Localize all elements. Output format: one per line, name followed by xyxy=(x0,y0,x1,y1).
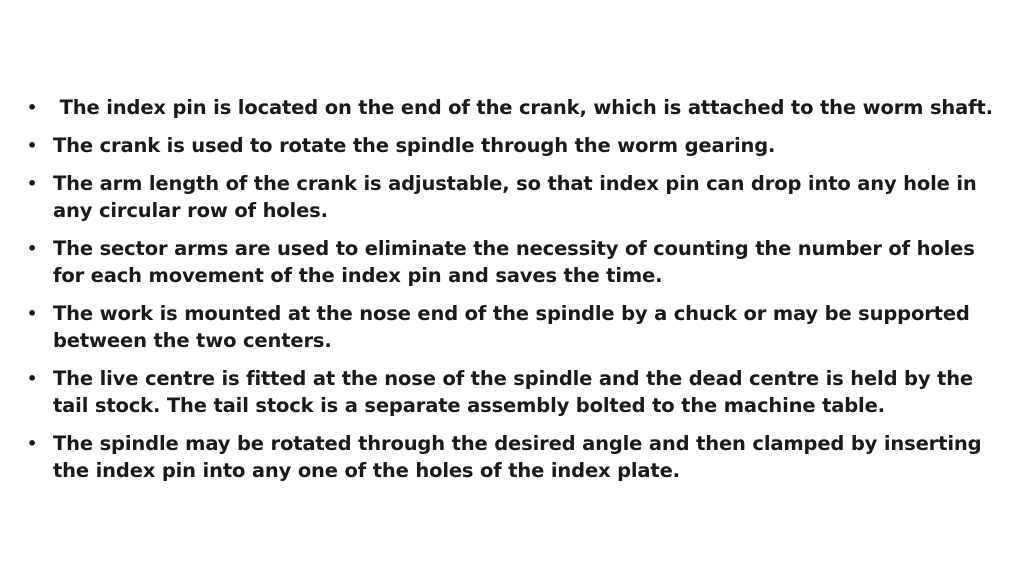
bullet-icon: • xyxy=(27,369,38,388)
bullet-icon: • xyxy=(27,434,38,453)
list-item xyxy=(26,170,1001,224)
list-item xyxy=(26,300,1001,354)
list-item xyxy=(26,235,1001,289)
bullet-text: The crank is used to rotate the spindle through the worm gearing. xyxy=(53,134,776,157)
bullet-text: The arm length of the crank is adjustable, so that index pin can drop into any hole in any circular row of holes. xyxy=(53,172,977,222)
bullet-icon: • xyxy=(27,304,38,323)
list-item xyxy=(26,365,1001,419)
bullet-list xyxy=(26,94,1001,495)
bullet-text: The spindle may be rotated through the desired angle and then clamped by inserting the index pin into any one of the holes of the index plate. xyxy=(53,432,982,482)
bullet-text: The live centre is fitted at the nose of the spindle and the dead centre is held by the tail stock. The tail stock is a separate assembly bolted to the machine table. xyxy=(53,367,974,417)
bullet-icon: • xyxy=(27,174,38,193)
list-item xyxy=(26,132,1001,159)
bullet-text: The work is mounted at the nose end of the spindle by a chuck or may be supported between the two centers. xyxy=(53,302,970,352)
bullet-icon: • xyxy=(27,239,38,258)
list-item xyxy=(26,94,1001,121)
list-item xyxy=(26,430,1001,484)
bullet-text: The sector arms are used to eliminate the necessity of counting the number of holes for each movement of the index pin and saves the time. xyxy=(53,237,975,287)
bullet-icon: • xyxy=(27,136,38,155)
bullet-icon: • xyxy=(27,98,38,117)
bullet-text: The index pin is located on the end of the crank, which is attached to the worm shaft. xyxy=(53,96,993,119)
